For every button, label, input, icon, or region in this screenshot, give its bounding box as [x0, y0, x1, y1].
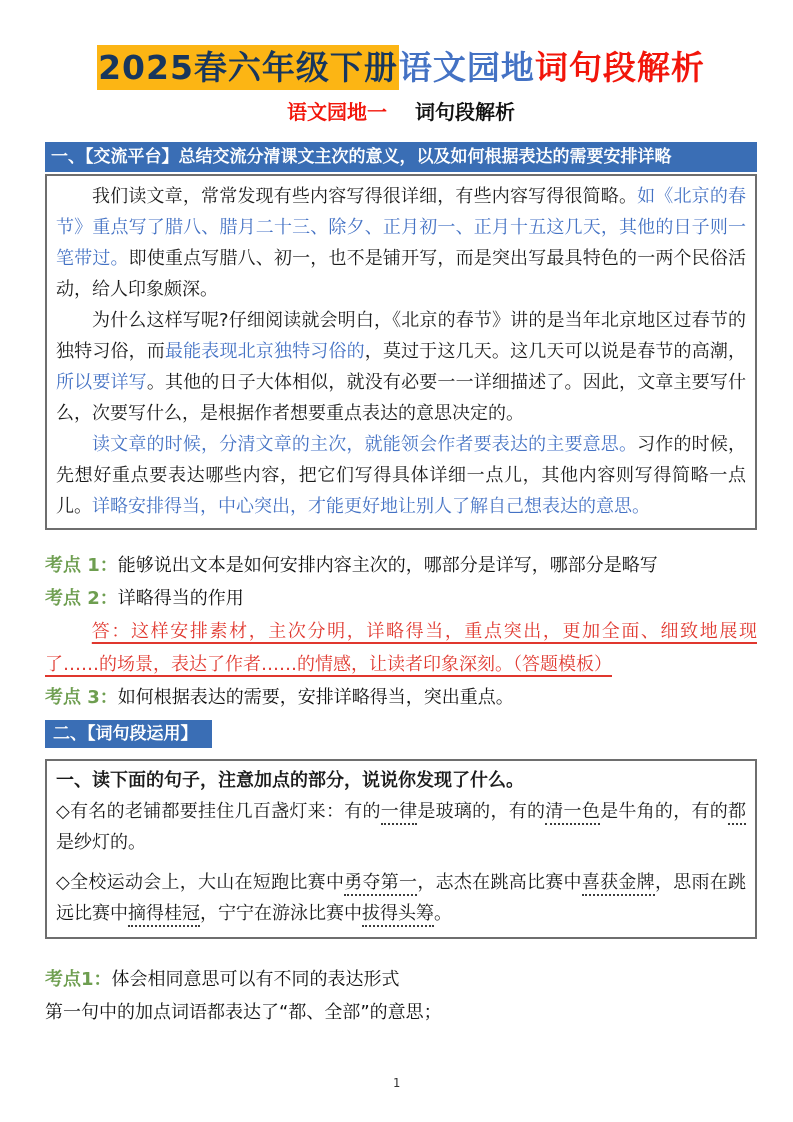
paragraph-3 — [56, 429, 746, 522]
section2-header-bar: 二、【词句段运用】 — [45, 720, 212, 748]
text-segment: 习作的时候，先想好重点要表达哪些内容，把它们写得具体详细一点儿，其他内容则写得简略一点儿。 — [56, 433, 746, 517]
kaodian-2-text: 详略得当的作用 — [117, 587, 244, 609]
page-number: 1 — [392, 1076, 401, 1090]
text-segment: 。其他的日子大体相似，就没有必要一一详细描述了。因此，文章主要写什么，次要写什么，是根据作者想要重点表达的意思决定的。 — [56, 371, 746, 424]
text-segment: 是牛角的，有的 — [600, 800, 729, 822]
paragraph-1 — [56, 181, 746, 305]
page-subtitle — [45, 99, 757, 125]
paragraph-2 — [56, 305, 746, 429]
text-segment: ，志杰在跳高比赛中 — [417, 871, 582, 893]
answer-template-text: 答：这样安排素材，主次分明，详略得当，重点突出，更加全面、细致地展现了……的场景，表达了作者……的情感，让读者印象深刻。（答题模板） — [45, 620, 757, 675]
example-sentence-1 — [56, 796, 746, 858]
title-highlighted-part: 2025春六年级下册 — [97, 45, 399, 90]
text-segment: 我们读文章，常常发现有些内容写得很详细，有些内容写得很简略。 — [92, 185, 638, 207]
text-segment: ◇全校运动会上，大山在短跑比赛中 — [56, 871, 345, 893]
emphasized-word: 都 — [728, 801, 746, 825]
text-segment: 。 — [434, 902, 452, 924]
text-segment: ，思雨在跳远比赛中 — [56, 871, 747, 924]
text-segment: 即使重点写腊八、初一，也不是铺开写，而是突出写最具特色的一两个民俗活动，给人印象颇深。 — [56, 247, 747, 300]
title-red-part: 词句段解析 — [534, 48, 705, 87]
text-segment: 如《北京的春节》重点写了腊八、腊月二十三、除夕、正月初一、正月十五这几天，其他的日子则一笔带过。 — [56, 185, 746, 269]
kaodian-bottom-label: 考点1： — [45, 968, 112, 990]
text-segment: ，莫过于这几天。这几天可以说是春节的高潮， — [364, 340, 747, 362]
title-blue-part: 语文园地 — [398, 48, 535, 87]
text-segment: 为什么这样写呢?仔细阅读就会明白，《北京的春节》讲的是当年北京地区过春节的独特习俗，而 — [56, 309, 746, 362]
kaodian-3-label: 考点 3： — [45, 686, 118, 708]
kaodian-bottom-text: 体会相同意思可以有不同的表达形式 — [111, 968, 400, 990]
kaodian-3-text: 如何根据表达的需要，安排详略得当，突出重点。 — [117, 686, 514, 708]
kaodian-2 — [45, 582, 757, 615]
text-segment: ，宁宁在游泳比赛中 — [200, 902, 362, 924]
exercise-heading: 一、读下面的句子，注意加点的部分，说说你发现了什么。 — [56, 769, 524, 791]
kaodian-1-label: 考点 1： — [45, 554, 118, 576]
page-title — [45, 46, 757, 90]
text-segment: ◇有名的老铺都要挂住几百盏灯来：有的 — [56, 800, 381, 822]
subtitle-topic: 词句段解析 — [415, 99, 515, 124]
emphasized-word: 喜获金牌 — [582, 872, 655, 896]
section1-header-bar: 一、【交流平台】总结交流分清课文主次的意义，以及如何根据表达的需要安排详略 — [45, 142, 757, 172]
word-sentence-usage-box — [45, 759, 757, 939]
kaodian-1 — [45, 549, 757, 582]
text-segment: 最能表现北京独特习俗的 — [164, 340, 365, 362]
emphasized-word: 摘得桂冠 — [128, 903, 200, 927]
emphasized-word: 清一色 — [545, 801, 600, 825]
text-segment: 是玻璃的，有的 — [417, 800, 546, 822]
exchange-platform-box — [45, 174, 757, 530]
emphasized-word: 拔得头筹 — [362, 903, 434, 927]
kaodian-2-label: 考点 2： — [45, 587, 118, 609]
kaodian-1-text: 能够说出文本是如何安排内容主次的，哪部分是详写，哪部分是略写 — [117, 554, 658, 576]
kaodian-3 — [45, 681, 757, 714]
emphasized-word: 勇夺第一 — [344, 872, 417, 896]
explanation-note: 第一句中的加点词语都表达了“都、全部”的意思； — [45, 1001, 442, 1023]
text-segment: 所以要详写 — [56, 371, 147, 393]
text-segment: 读文章的时候，分清文章的主次，就能领会作者要表达的主要意思。 — [92, 433, 638, 455]
subtitle-unit-name: 语文园地一 — [287, 99, 387, 124]
kaodian-bottom — [45, 963, 757, 996]
example-sentence-2 — [56, 867, 746, 929]
text-segment: 详略安排得当，中心突出，才能更好地让别人了解自己想表达的意思。 — [92, 495, 650, 517]
emphasized-word: 一律 — [381, 801, 418, 825]
text-segment: 是纱灯的。 — [56, 831, 146, 853]
